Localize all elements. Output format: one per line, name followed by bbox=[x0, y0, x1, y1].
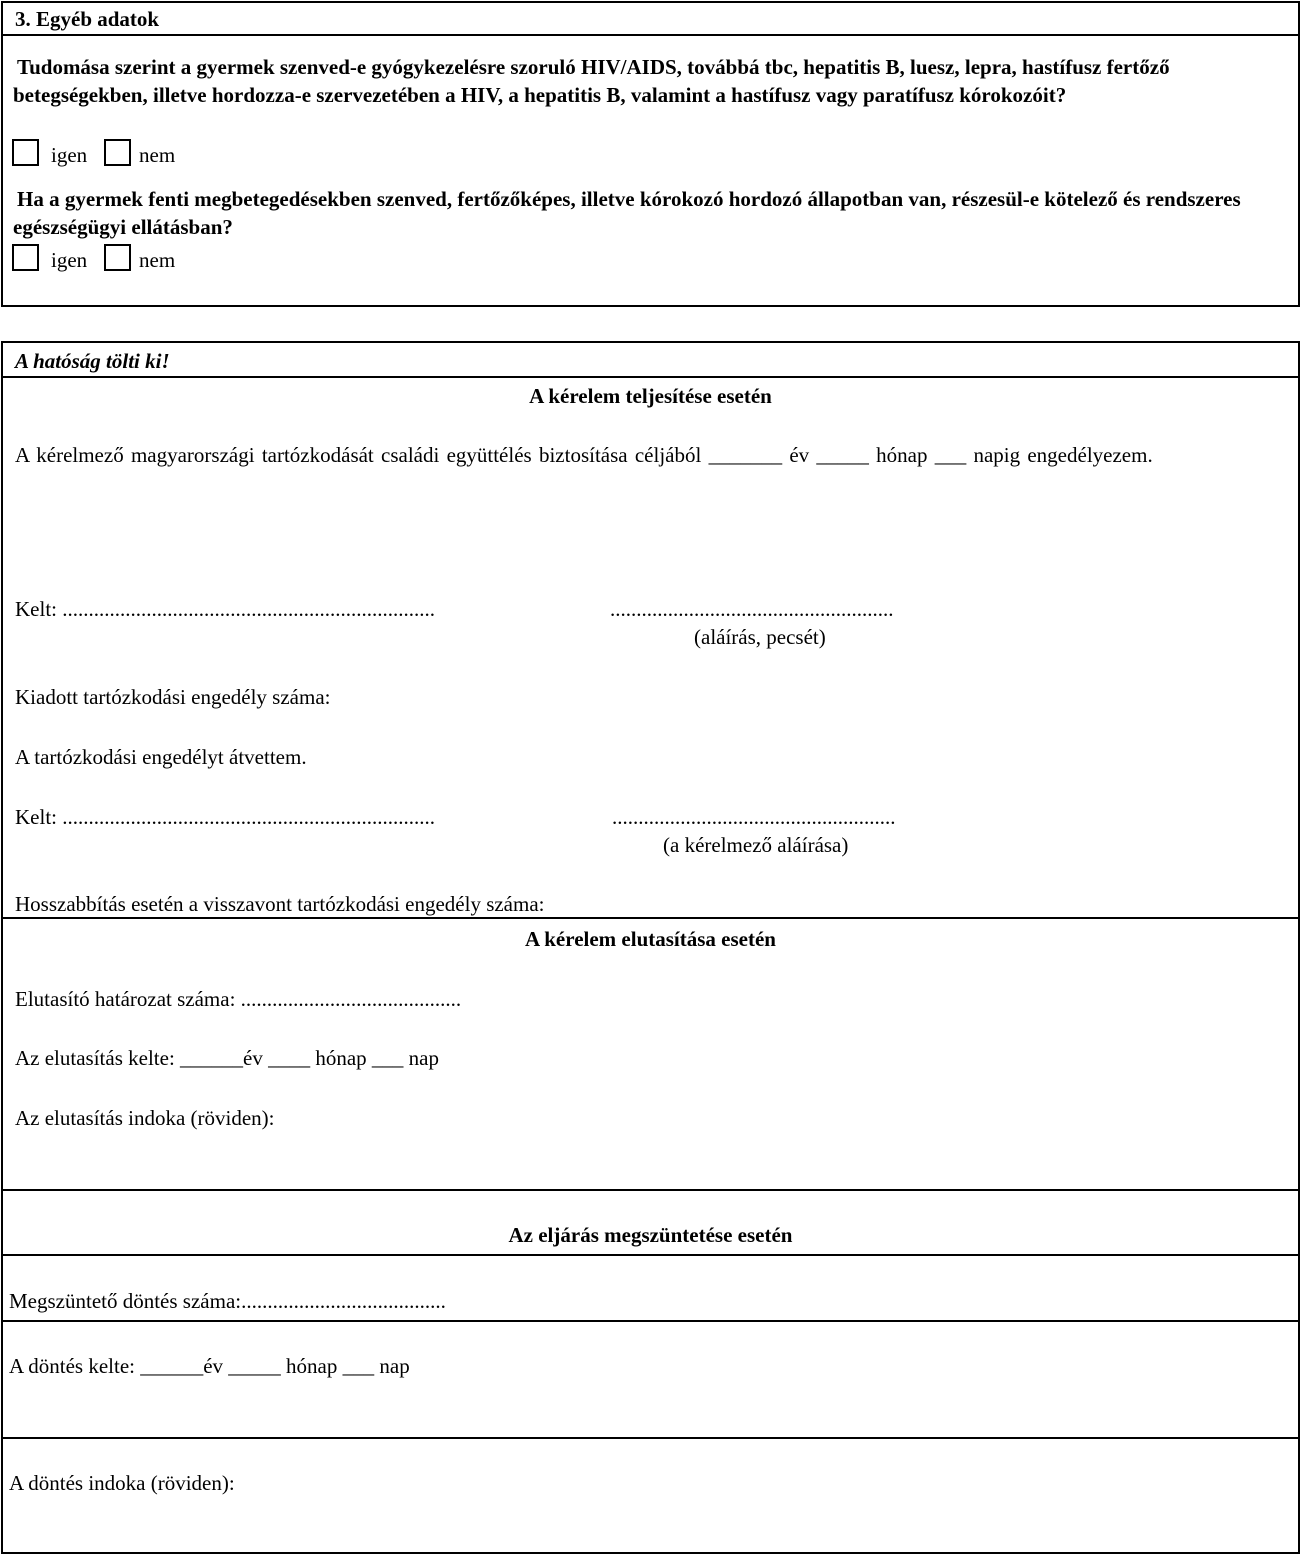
decision-reason: A döntés indoka (röviden): bbox=[9, 1471, 235, 1495]
reject-date: Az elutasítás kelte: ______év ____ hónap ___ nap bbox=[15, 1046, 439, 1070]
q1-yes-checkbox[interactable] bbox=[12, 139, 39, 166]
termination-number-divider bbox=[3, 1254, 1298, 1256]
q1-no-label: nem bbox=[139, 143, 176, 167]
section3-title: 3. Egyéb adatok bbox=[15, 7, 160, 31]
grant-text: A kérelmező magyarországi tartózkodását családi együttélés biztosítása céljából _______ év _____ hónap ___ napig engedélyezem. bbox=[15, 443, 1153, 467]
grant-title: A kérelem teljesítése esetén bbox=[529, 384, 772, 408]
permit-number-label: Kiadott tartózkodási engedély száma: bbox=[15, 685, 331, 709]
signature-1-label: (aláírás, pecsét) bbox=[694, 625, 826, 649]
reject-title: A kérelem elutasítása esetén bbox=[525, 927, 776, 951]
q1-yes-label: igen bbox=[51, 143, 88, 167]
kelt-2: Kelt: ....................................................................... bbox=[15, 805, 435, 829]
question-1: Tudomása szerint a gyermek szenved-e gyógykezelésre szoruló HIV/AIDS, továbbá tbc, hepatitis B, luesz, lepra, hastífusz fertőző betegségekben, illetve hordozza-e szervezetében a HIV, a hepatitis B, valamint a hastífusz vagy paratífusz kórokozóit? bbox=[13, 55, 1170, 107]
section3-box bbox=[1, 1, 1300, 307]
authority-header-divider bbox=[3, 376, 1298, 378]
decision-date: A döntés kelte: ______év _____ hónap ___ nap bbox=[9, 1354, 410, 1378]
section3-divider bbox=[3, 34, 1298, 36]
termination-title: Az eljárás megszüntetése esetén bbox=[508, 1223, 793, 1247]
decision-date-divider bbox=[3, 1320, 1298, 1322]
decision-reason-divider bbox=[3, 1437, 1298, 1439]
q2-yes-checkbox[interactable] bbox=[12, 244, 39, 271]
signature-2-line: ...................................................... bbox=[612, 805, 896, 829]
q2-no-label: nem bbox=[139, 248, 176, 272]
reject-number: Elutasító határozat száma: .......................................... bbox=[15, 987, 462, 1011]
permit-received: A tartózkodási engedélyt átvettem. bbox=[15, 745, 307, 769]
authority-header: A hatóság tölti ki! bbox=[15, 349, 170, 373]
kelt-1: Kelt: ....................................................................... bbox=[15, 597, 435, 621]
reject-divider bbox=[3, 917, 1298, 919]
signature-1-line: ...................................................... bbox=[610, 597, 894, 621]
authority-box bbox=[1, 341, 1300, 1554]
reject-reason: Az elutasítás indoka (röviden): bbox=[15, 1106, 275, 1130]
termination-number: Megszüntető döntés száma:....................................... bbox=[9, 1289, 446, 1313]
termination-divider bbox=[3, 1189, 1298, 1191]
q2-no-checkbox[interactable] bbox=[104, 244, 131, 271]
signature-2-label: (a kérelmező aláírása) bbox=[663, 833, 849, 857]
extension-label: Hosszabbítás esetén a visszavont tartózkodási engedély száma: bbox=[15, 892, 545, 916]
question-2: Ha a gyermek fenti megbetegedésekben szenved, fertőzőképes, illetve kórokozó hordozó állapotban van, részesül-e kötelező és rendszeres egészségügyi ellátásban? bbox=[13, 187, 1241, 239]
q1-no-checkbox[interactable] bbox=[104, 139, 131, 166]
q2-yes-label: igen bbox=[51, 248, 88, 272]
